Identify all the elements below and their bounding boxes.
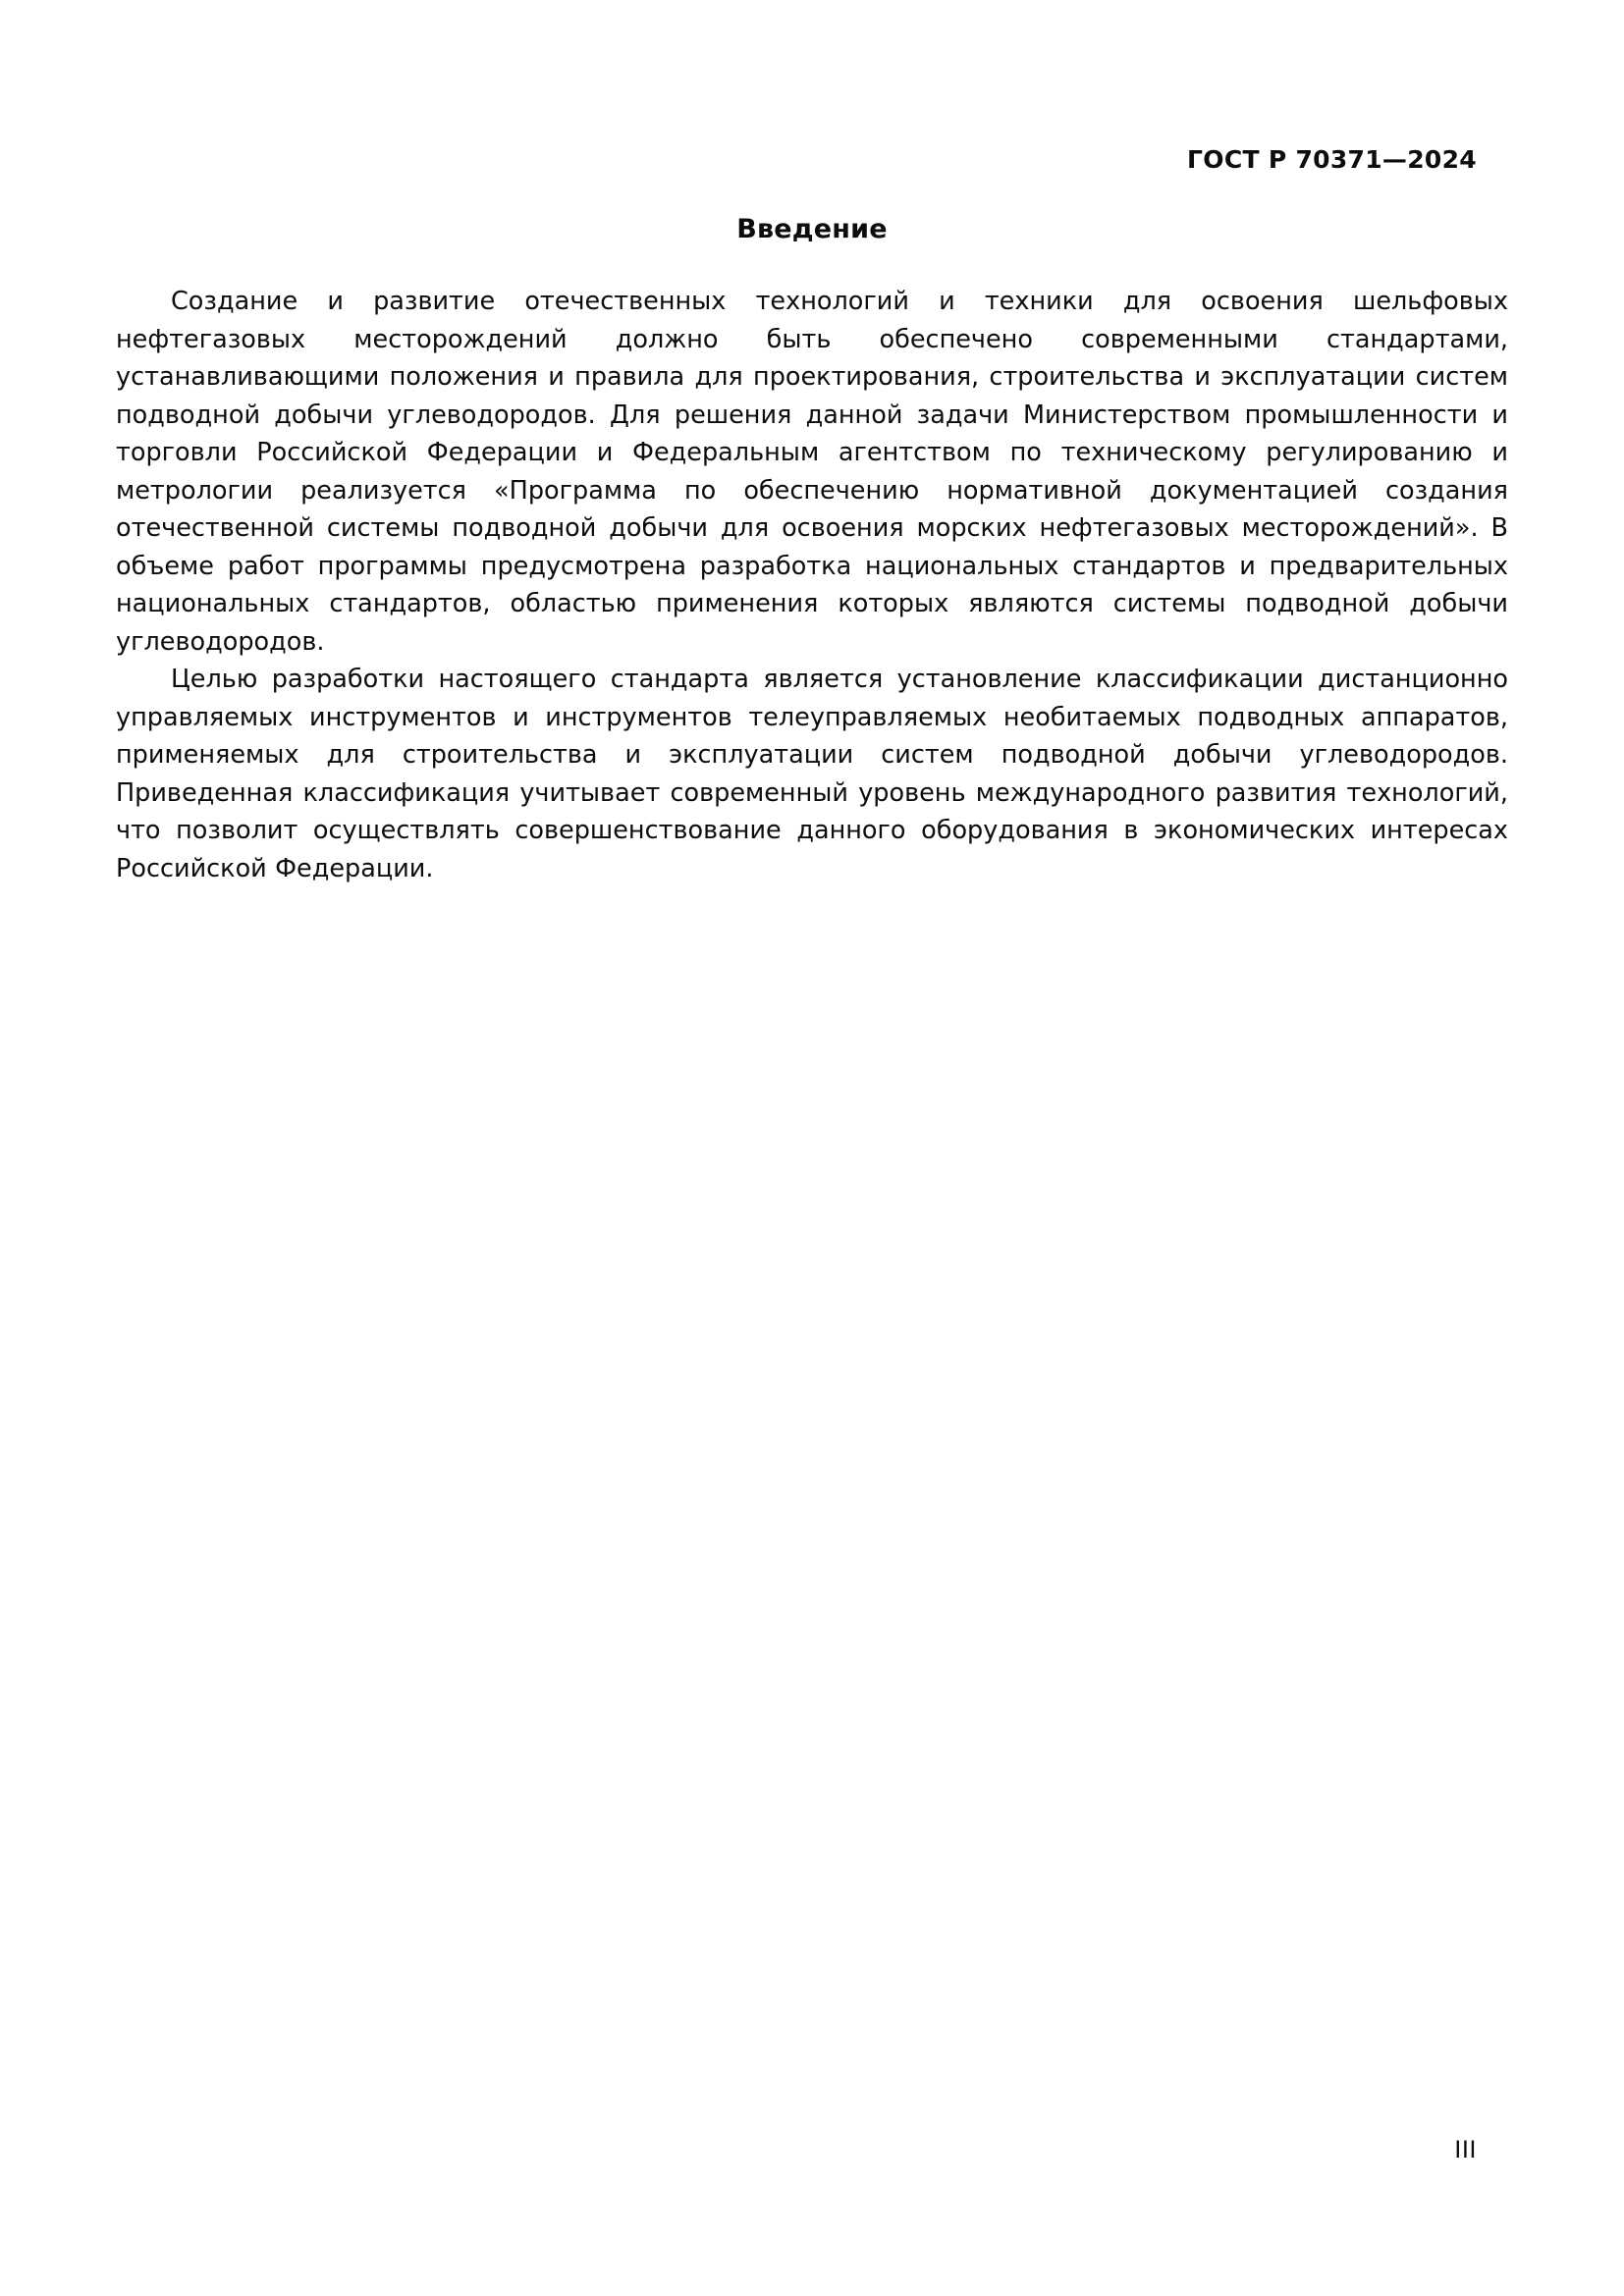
paragraph-2: Целью разработки настоящего стандарта является установление классификации дистанционно управляемых инструментов и инструментов телеуправляемых необитаемых подводных аппаратов, применяемых для строительства и эксплуатации систем подводной добычи углеводородов. Приведенная классификация учитывает современный уровень международного развития технологий, что позволит осуществлять совершенствование данного оборудования в экономических интересах Российской Федерации.	[116, 665, 1508, 883]
paragraph-1: Создание и развитие отечественных технологий и техники для освоения шельфовых нефтегазовых месторождений должно быть обеспечено современными стандартами, устанавливающими положения и правила для проектирования, строительства и эксплуатации систем подводной добычи углеводородов. Для решения данной задачи Министерством промышленности и торговли Российской Федерации и Федеральным агентством по техническому регулированию и метрологии реализуется «Программа по обеспечению нормативной документацией создания отечественной системы подводной добычи для освоения морских нефтегазовых месторождений». В объеме работ программы предусмотрена разработка национальных стандартов и предварительных национальных стандартов, областью применения которых являются системы подводной добычи углеводородов.	[116, 287, 1508, 657]
page-number: III	[1454, 2136, 1477, 2163]
body-text	[116, 283, 1508, 887]
page-title: Введение	[736, 214, 888, 244]
standard-number-header: ГОСТ Р 70371—2024	[1187, 145, 1477, 174]
